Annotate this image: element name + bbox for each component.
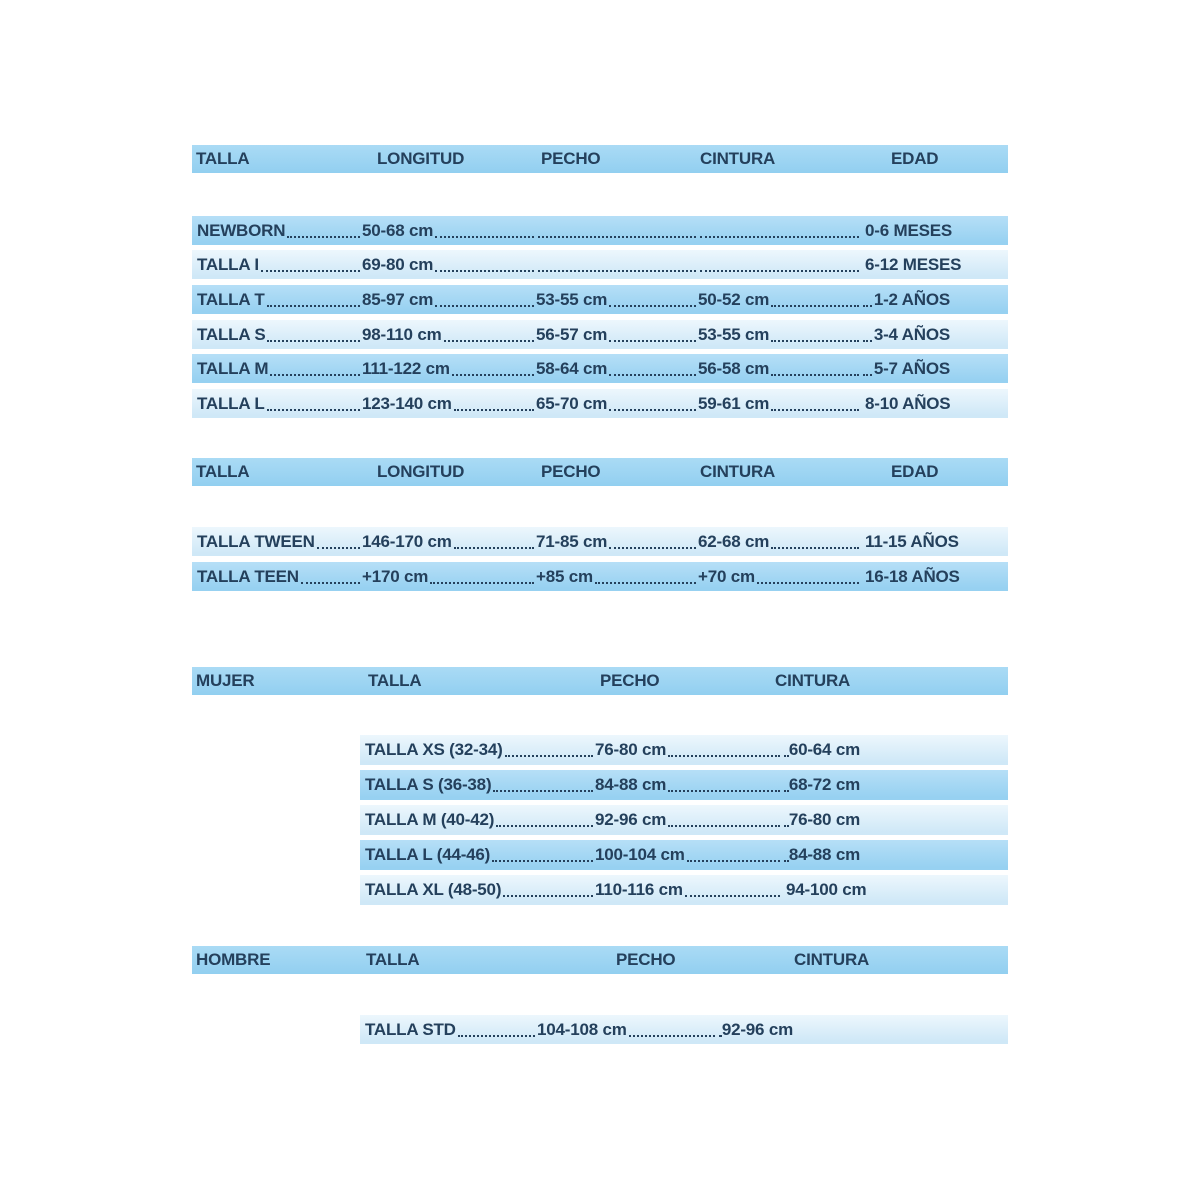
- teens-header-row: [192, 458, 1008, 486]
- value-pecho: 100-104 cm: [595, 845, 685, 864]
- cell-talla: [197, 320, 362, 349]
- value-pecho: 71-85 cm: [536, 531, 608, 551]
- cell-pecho: [595, 735, 782, 765]
- value-talla: TALLA T: [197, 289, 265, 309]
- kids-header-row: [192, 145, 1008, 173]
- value-edad: 6-12 MESES: [865, 254, 962, 274]
- cell-pecho: [595, 840, 782, 870]
- value-cintura: 76-80 cm: [788, 810, 860, 829]
- cell-pecho: [595, 805, 782, 835]
- dot-leader: [458, 1035, 535, 1037]
- teens-header-longitud: LONGITUD: [377, 462, 465, 481]
- size-row-talla-m: [192, 354, 1008, 383]
- dot-leader: [444, 340, 535, 342]
- dot-leader: [700, 270, 859, 272]
- value-longitud: 50-68 cm: [362, 220, 434, 240]
- dot-leader: [687, 860, 780, 862]
- dot-leader: [261, 270, 360, 272]
- dot-leader: [538, 236, 696, 238]
- dot-leader: [505, 755, 593, 757]
- value-edad: 11-15 AÑOS: [865, 531, 959, 551]
- dot-leader: [609, 374, 696, 376]
- size-row-talla-i: [192, 250, 1008, 279]
- value-cintura: 92-96 cm: [721, 1019, 793, 1039]
- value-pecho: 84-88 cm: [595, 775, 667, 794]
- women-header-pecho: PECHO: [600, 671, 660, 690]
- dot-leader: [685, 895, 780, 897]
- value-edad: 8-10 AÑOS: [865, 393, 951, 413]
- cell-cintura: [782, 770, 860, 800]
- value-cintura: 56-58 cm: [698, 358, 770, 378]
- value-pecho: 56-57 cm: [536, 324, 608, 344]
- value-pecho: 58-64 cm: [536, 358, 608, 378]
- cell-pecho: [537, 1015, 717, 1044]
- cell-cintura: [717, 1015, 793, 1044]
- cell-talla: [197, 216, 362, 245]
- cell-cintura: [698, 354, 861, 383]
- value-longitud: 146-170 cm: [362, 531, 452, 551]
- size-row-mujer-s: [360, 770, 1008, 800]
- value-talla: TALLA XL (48-50): [365, 880, 502, 899]
- cell-cintura: [782, 840, 860, 870]
- cell-edad: [861, 527, 959, 556]
- cell-longitud: [362, 562, 536, 591]
- cell-cintura: [698, 389, 861, 418]
- value-pecho: 92-96 cm: [595, 810, 667, 829]
- women-header-row: [192, 667, 1008, 695]
- men-header-pecho: PECHO: [616, 950, 676, 969]
- value-pecho: 76-80 cm: [595, 740, 667, 759]
- kids-header-cintura: CINTURA: [700, 149, 776, 168]
- value-edad: 3-4 AÑOS: [873, 324, 950, 344]
- value-talla: TALLA L: [197, 393, 265, 413]
- cell-talla: [197, 354, 362, 383]
- cell-cintura: [782, 735, 860, 765]
- cell-longitud: [362, 389, 536, 418]
- value-talla: TALLA L (44-46): [365, 845, 491, 864]
- dot-leader: [609, 305, 696, 307]
- cell-cintura: [698, 527, 861, 556]
- value-longitud: 69-80 cm: [362, 254, 434, 274]
- value-talla: TALLA I: [197, 254, 259, 274]
- cell-pecho: [536, 389, 698, 418]
- value-pecho: 65-70 cm: [536, 393, 608, 413]
- value-longitud: 98-110 cm: [362, 324, 442, 344]
- cell-edad: [861, 320, 950, 349]
- cell-longitud: [362, 320, 536, 349]
- women-header-talla: TALLA: [368, 671, 422, 690]
- value-pecho: +85 cm: [536, 566, 593, 586]
- size-row-talla-tween: [192, 527, 1008, 556]
- cell-talla: [197, 562, 362, 591]
- dot-leader: [609, 409, 696, 411]
- size-row-talla-t: [192, 285, 1008, 314]
- cell-cintura: [782, 875, 867, 905]
- value-edad: 16-18 AÑOS: [865, 566, 960, 586]
- dot-leader: [863, 305, 872, 307]
- dot-leader: [609, 340, 696, 342]
- value-cintura: 53-55 cm: [698, 324, 770, 344]
- cell-talla: [197, 527, 362, 556]
- kids-header-longitud: LONGITUD: [377, 149, 465, 168]
- dot-leader: [771, 305, 859, 307]
- dot-leader: [538, 270, 696, 272]
- women-header-group: MUJER: [196, 671, 255, 690]
- kids-header-talla: TALLA: [196, 149, 250, 168]
- size-row-mujer-xs: [360, 735, 1008, 765]
- dot-leader: [287, 236, 360, 238]
- value-talla: TALLA XS (32-34): [365, 740, 503, 759]
- size-row-talla-l: [192, 389, 1008, 418]
- dot-leader: [771, 409, 859, 411]
- teens-header-talla: TALLA: [196, 462, 250, 481]
- cell-edad: [861, 389, 950, 418]
- dot-leader: [435, 305, 534, 307]
- cell-pecho: [536, 320, 698, 349]
- men-header-row: [192, 946, 1008, 974]
- dot-leader: [771, 547, 859, 549]
- dot-leader: [668, 825, 780, 827]
- dot-leader: [668, 790, 780, 792]
- value-longitud: 85-97 cm: [362, 289, 434, 309]
- value-pecho: 53-55 cm: [536, 289, 608, 309]
- size-row-mujer-l: [360, 840, 1008, 870]
- cell-longitud: [362, 354, 536, 383]
- size-row-hombre-std: [360, 1015, 1008, 1044]
- cell-talla: [365, 735, 595, 765]
- value-pecho: 104-108 cm: [537, 1019, 627, 1039]
- dot-leader: [435, 236, 534, 238]
- value-cintura: 50-52 cm: [698, 289, 770, 309]
- value-talla: TALLA S: [197, 324, 266, 344]
- value-pecho: 110-116 cm: [595, 880, 683, 899]
- dot-leader: [863, 340, 872, 342]
- dot-leader: [492, 860, 593, 862]
- teens-header-pecho: PECHO: [541, 462, 601, 481]
- value-edad: 0-6 MESES: [865, 220, 953, 240]
- cell-longitud: [362, 250, 536, 279]
- dot-leader: [496, 825, 593, 827]
- value-talla: TALLA TEEN: [197, 566, 299, 586]
- cell-talla: [365, 805, 595, 835]
- cell-talla: [197, 250, 362, 279]
- dot-leader: [757, 582, 859, 584]
- size-row-mujer-m: [360, 805, 1008, 835]
- cell-edad: [861, 250, 962, 279]
- value-talla: NEWBORN: [197, 220, 286, 240]
- dot-leader: [784, 790, 787, 792]
- cell-pecho: [536, 250, 698, 279]
- cell-longitud: [362, 527, 536, 556]
- cell-longitud: [362, 285, 536, 314]
- size-row-talla-teen: [192, 562, 1008, 591]
- value-longitud: 123-140 cm: [362, 393, 452, 413]
- cell-talla: [365, 840, 595, 870]
- cell-talla: [197, 285, 362, 314]
- value-talla: TALLA STD: [365, 1019, 456, 1039]
- dot-leader: [452, 374, 534, 376]
- dot-leader: [301, 582, 360, 584]
- dot-leader: [609, 547, 696, 549]
- cell-cintura: [698, 250, 861, 279]
- men-header-talla: TALLA: [366, 950, 420, 969]
- teens-header-edad: EDAD: [891, 462, 939, 481]
- value-cintura: 59-61 cm: [698, 393, 770, 413]
- dot-leader: [270, 374, 360, 376]
- dot-leader: [454, 409, 534, 411]
- cell-cintura: [698, 320, 861, 349]
- dot-leader: [784, 825, 787, 827]
- cell-pecho: [595, 770, 782, 800]
- value-cintura: 60-64 cm: [788, 740, 860, 759]
- dot-leader: [700, 236, 859, 238]
- cell-talla: [365, 770, 595, 800]
- cell-pecho: [595, 875, 782, 905]
- cell-edad: [861, 285, 950, 314]
- cell-talla: [365, 1015, 537, 1044]
- dot-leader: [267, 305, 360, 307]
- value-edad: 5-7 AÑOS: [873, 358, 950, 378]
- dot-leader: [784, 755, 787, 757]
- cell-pecho: [536, 354, 698, 383]
- cell-pecho: [536, 562, 698, 591]
- cell-edad: [861, 562, 960, 591]
- dot-leader: [503, 895, 593, 897]
- value-edad: 1-2 AÑOS: [873, 289, 950, 309]
- dot-leader: [267, 409, 360, 411]
- value-talla: TALLA M (40-42): [365, 810, 495, 829]
- dot-leader: [493, 790, 593, 792]
- women-header-cintura: CINTURA: [775, 671, 851, 690]
- value-talla: TALLA M: [197, 358, 269, 378]
- kids-header-pecho: PECHO: [541, 149, 601, 168]
- size-row-talla-s: [192, 320, 1008, 349]
- dot-leader: [317, 547, 360, 549]
- cell-cintura: [698, 216, 861, 245]
- cell-pecho: [536, 527, 698, 556]
- dot-leader: [784, 860, 787, 862]
- dot-leader: [267, 340, 360, 342]
- cell-longitud: [362, 216, 536, 245]
- value-talla: TALLA TWEEN: [197, 531, 315, 551]
- value-cintura: 84-88 cm: [788, 845, 860, 864]
- cell-pecho: [536, 216, 698, 245]
- men-header-group: HOMBRE: [196, 950, 271, 969]
- cell-cintura: [782, 805, 860, 835]
- dot-leader: [863, 374, 872, 376]
- dot-leader: [771, 374, 859, 376]
- cell-edad: [861, 216, 953, 245]
- value-longitud: +170 cm: [362, 566, 429, 586]
- value-cintura: 62-68 cm: [698, 531, 770, 551]
- size-row-mujer-xl: [360, 875, 1008, 905]
- dot-leader: [430, 582, 534, 584]
- dot-leader: [595, 582, 696, 584]
- size-row-newborn: [192, 216, 1008, 245]
- cell-cintura: [698, 285, 861, 314]
- value-talla: TALLA S (36-38): [365, 775, 492, 794]
- men-header-cintura: CINTURA: [794, 950, 870, 969]
- dot-leader: [629, 1035, 715, 1037]
- dot-leader: [435, 270, 534, 272]
- value-longitud: 111-122 cm: [362, 358, 450, 378]
- dot-leader: [454, 547, 534, 549]
- value-cintura: +70 cm: [698, 566, 755, 586]
- cell-cintura: [698, 562, 861, 591]
- cell-edad: [861, 354, 950, 383]
- value-cintura: 68-72 cm: [788, 775, 860, 794]
- cell-pecho: [536, 285, 698, 314]
- dot-leader: [719, 1035, 720, 1037]
- value-cintura: 94-100 cm: [786, 880, 867, 899]
- cell-talla: [197, 389, 362, 418]
- kids-header-edad: EDAD: [891, 149, 939, 168]
- dot-leader: [668, 755, 780, 757]
- dot-leader: [771, 340, 859, 342]
- cell-talla: [365, 875, 595, 905]
- teens-header-cintura: CINTURA: [700, 462, 776, 481]
